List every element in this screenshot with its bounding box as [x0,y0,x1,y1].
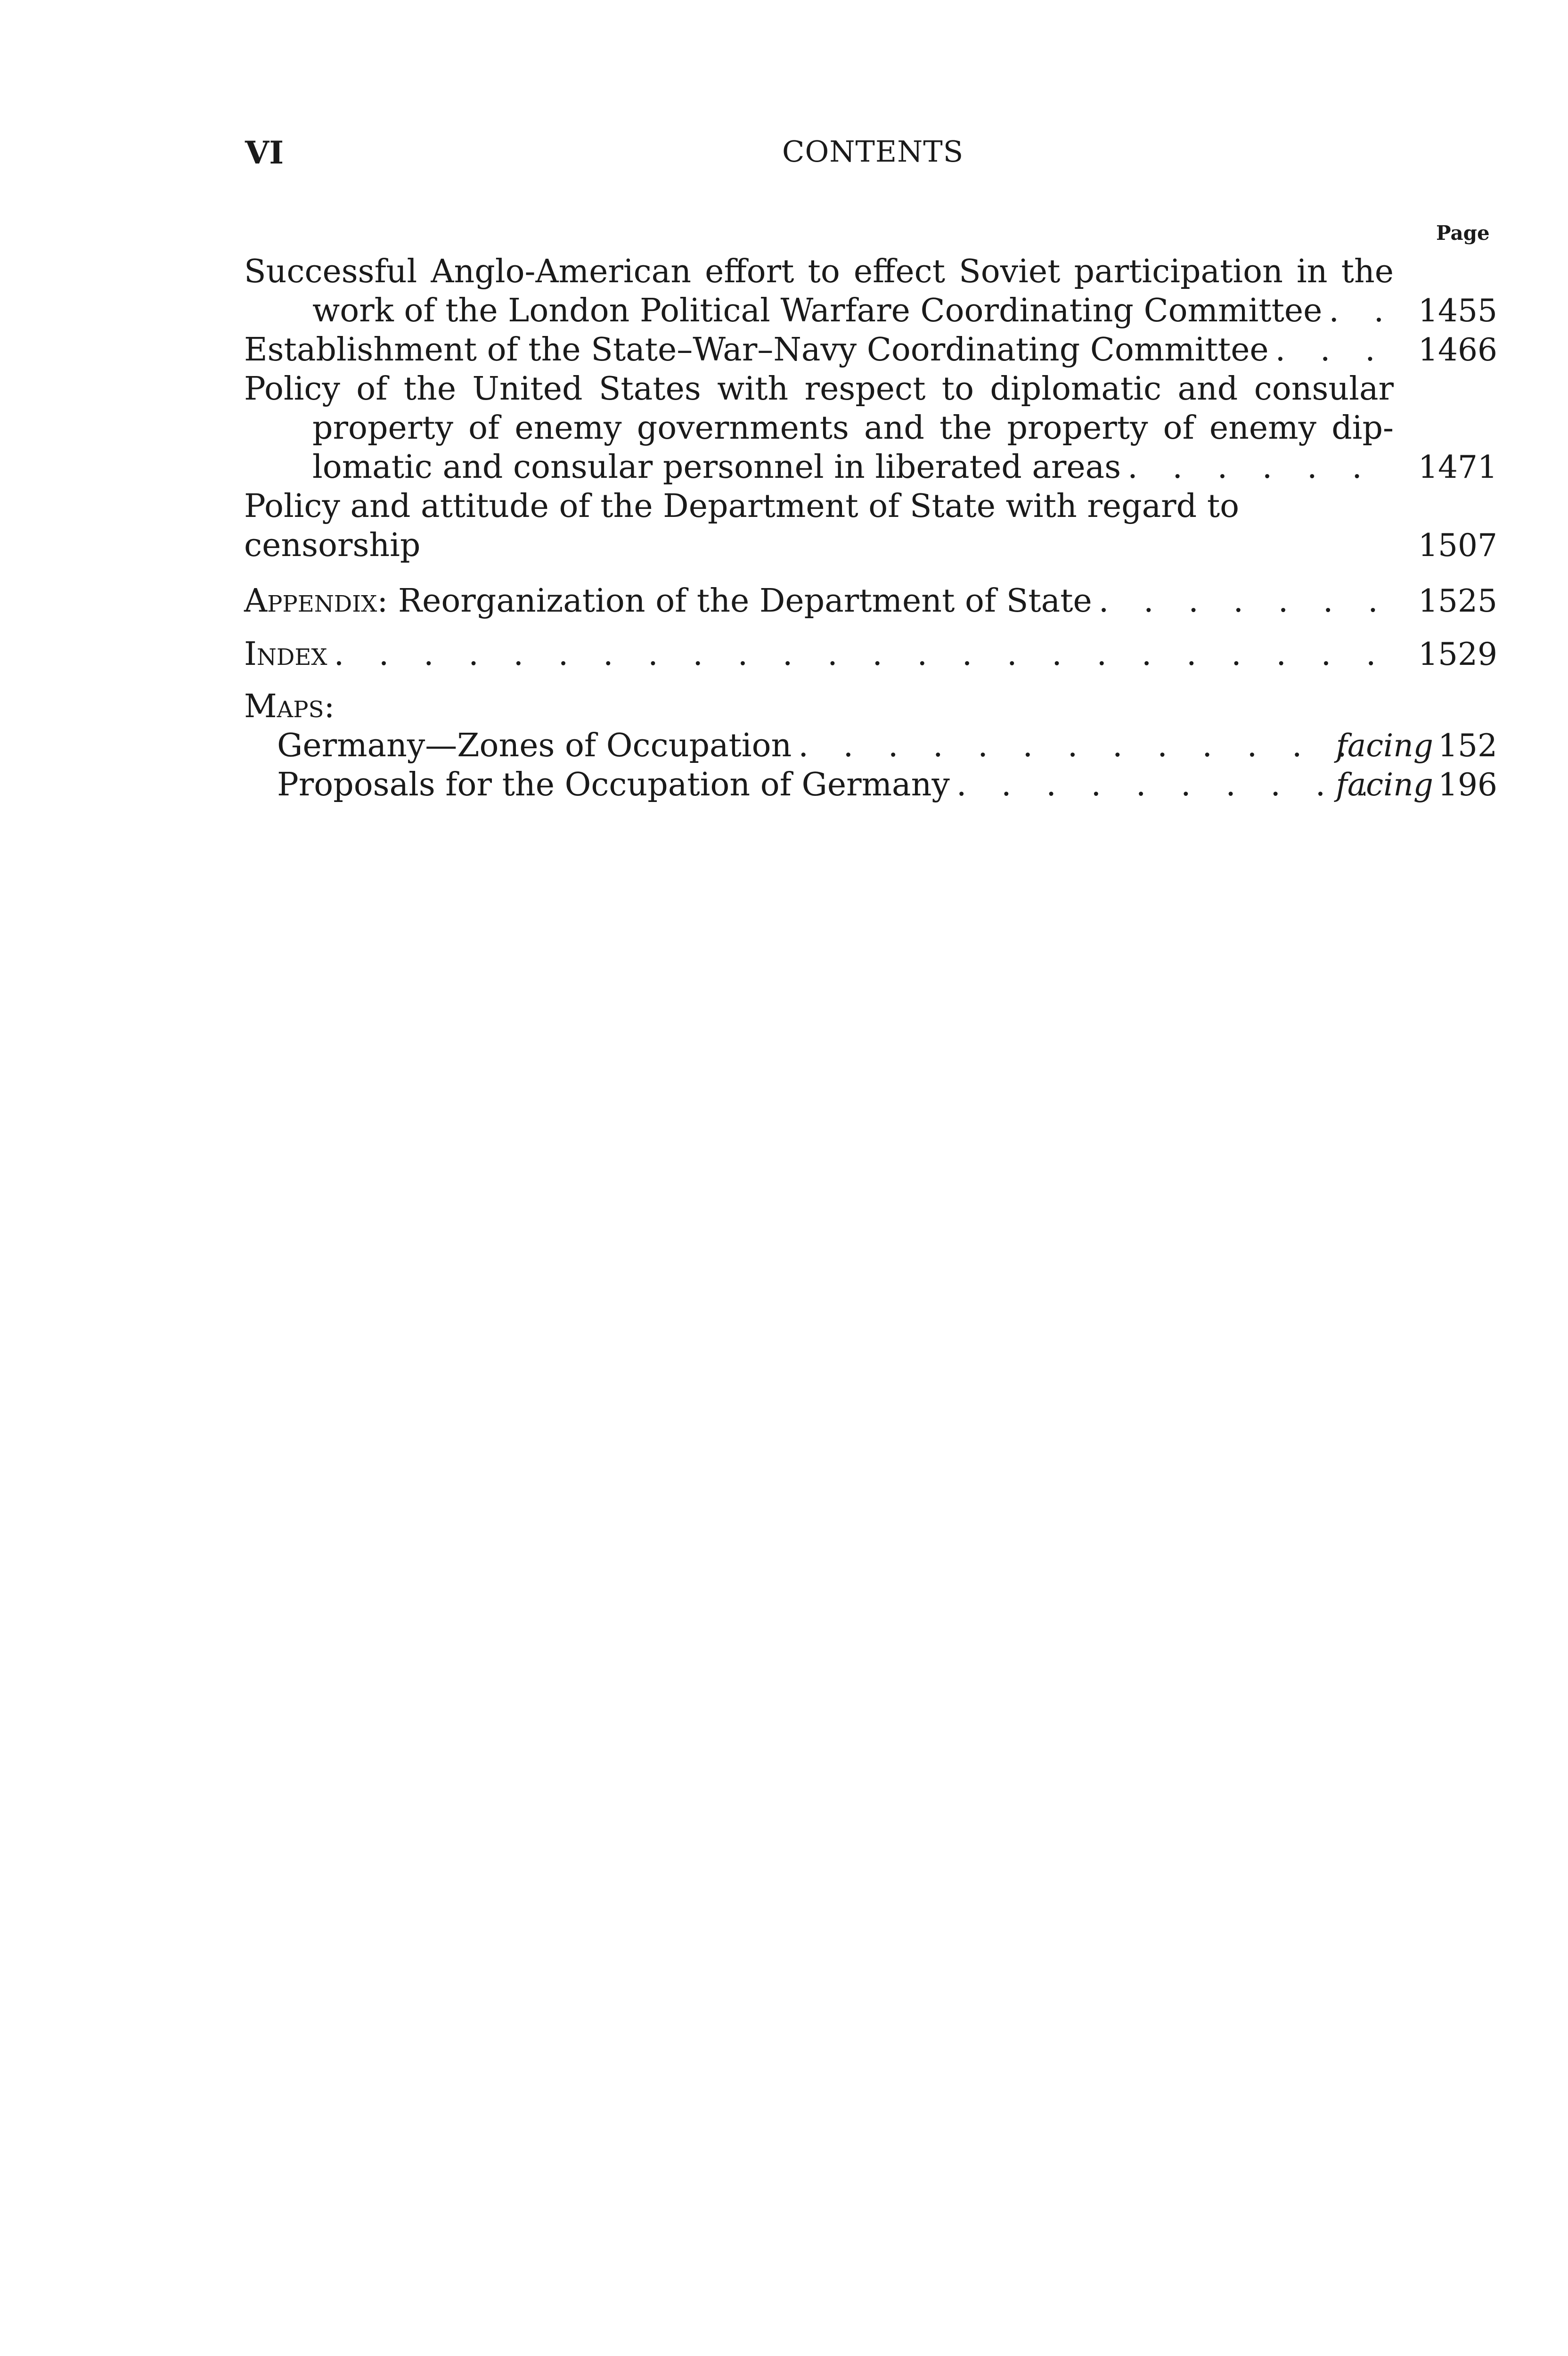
map-entry[interactable] [244,765,1497,804]
toc-entry-line: Policy of the United States with respect to diplomatic and consular [244,370,1394,408]
dot-leader [334,635,1394,674]
toc-page-number: 1455 [1418,293,1497,329]
toc-page-number: 1507 [1418,527,1497,564]
running-title: CONTENTS [782,134,964,169]
toc-entry[interactable] [244,252,1497,330]
maps-section [244,687,1497,804]
toc-entry-line: lomatic and consular personnel in liberated areas [312,449,1121,486]
dot-leader [798,726,1365,765]
map-page-number: 196 [1438,767,1497,803]
dot-leader [1099,581,1394,621]
toc-entry-line: Establishment of the State–War–Navy Coordinating Committee [244,331,1269,368]
page-header [245,134,1507,177]
dot-leader [956,765,1365,804]
toc-entry[interactable] [244,369,1497,487]
toc-entry-line: work of the London Political Warfare Coordinating Committee [312,292,1323,329]
appendix-title: Reorganization of the Department of State [398,582,1092,620]
toc-entry[interactable] [244,487,1497,565]
toc-entry[interactable] [244,330,1497,369]
map-title: Proposals for the Occupation of Germany [277,766,950,803]
table-of-contents [244,252,1497,804]
toc-entry-line: Successful Anglo-American effort to effect Soviet participation in the [244,253,1394,290]
toc-entry-line: property of enemy governments and the property of enemy dip- [312,409,1394,447]
facing-label: facing [1336,728,1434,764]
toc-page-number: 1471 [1418,449,1497,485]
index-label: Index [244,636,327,673]
dot-leader [1127,448,1394,487]
dot-leader [1329,291,1394,330]
map-entry[interactable] [244,726,1497,765]
map-page-number: 152 [1438,728,1497,764]
page-column-label: Page [1436,221,1490,245]
appendix-label: Appendix: [244,582,388,620]
toc-entry-appendix[interactable] [244,581,1497,621]
folio-number: VI [245,134,284,171]
toc-page-number: 1466 [1418,332,1497,368]
maps-label: Maps: [244,688,335,725]
facing-label: facing [1336,767,1434,803]
map-title: Germany—Zones of Occupation [277,727,792,764]
toc-page-number: 1525 [1418,583,1497,619]
dot-leader [1275,330,1394,369]
toc-entry-index[interactable] [244,635,1497,674]
toc-entry-line: Policy and attitude of the Department of State with regard to censorship [244,488,1240,564]
toc-page-number: 1529 [1418,636,1497,672]
